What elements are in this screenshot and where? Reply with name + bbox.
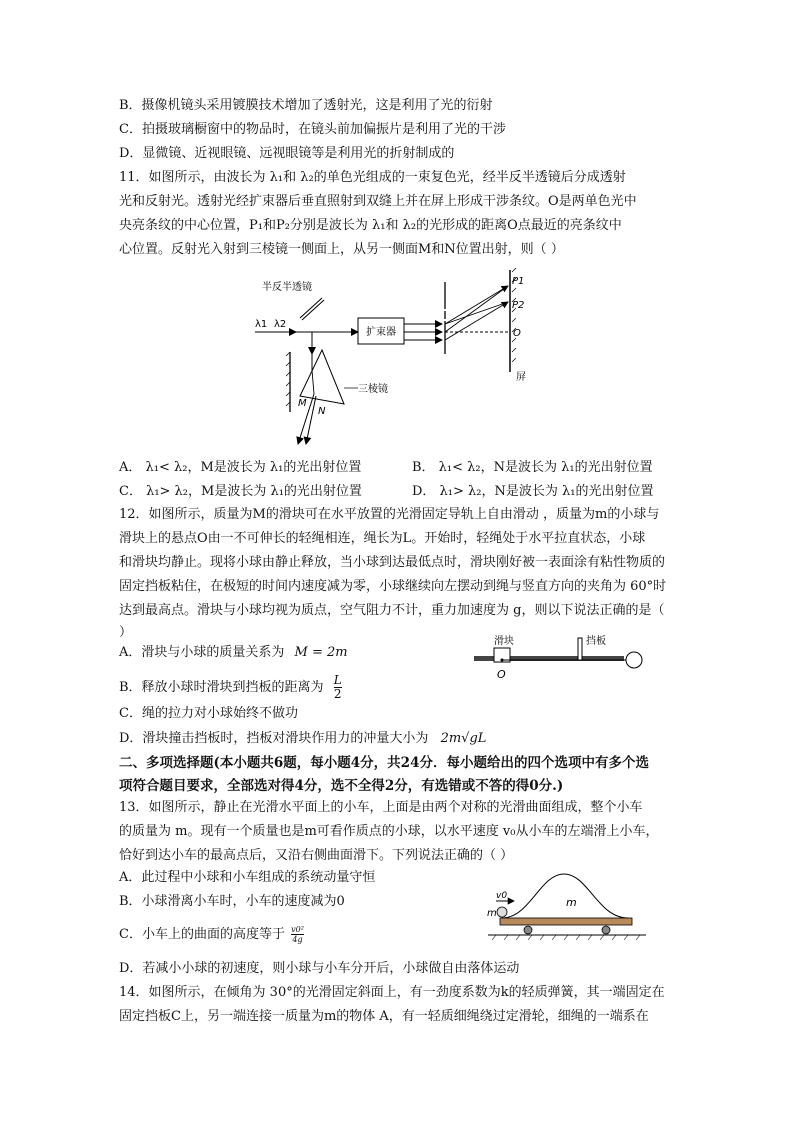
small-ball — [497, 907, 507, 917]
lambda1-label: λ1 — [255, 319, 268, 330]
q11-option-d: D． λ₁> λ₂，N是波长为 λ₁的光出射位置 — [412, 484, 654, 499]
q13-option-c-text: C．小车上的曲面的高度等于 — [119, 927, 285, 942]
fraction-denominator: 2 — [333, 687, 342, 701]
prev-option-b: B．摄像机镜头采用镀膜技术增加了透射光，这是利用了光的衍射 — [119, 98, 493, 113]
q11-line-3: 央亮条纹的中心位置，P₁和P₂分别是波长为 λ₁和 λ₂的光形成的距离O点最近的亮条纹中 — [119, 218, 622, 233]
q11-line-2: 光和反射光。透射光经扩束器后垂直照射到双缝上并在屏上形成干涉条纹。O是两单色光中 — [119, 194, 637, 209]
q13-option-c — [119, 925, 304, 944]
pivot-o-label: O — [497, 668, 506, 681]
q12-figure — [472, 632, 652, 686]
q12-option-d-formula: 2m√gL — [440, 731, 487, 746]
q11-figure — [240, 262, 560, 452]
screen-label: 屏 — [516, 372, 526, 383]
prev-option-d: D．显微镜、近视眼镜、远视眼镜等是利用光的折射制成的 — [119, 146, 455, 161]
q14-line-2: 固定挡板C上，另一端连接一质量为m的物体 A，有一轻质细绳绕过定滑轮，细绳的一端系在 — [119, 1009, 649, 1024]
prism-label: 三棱镜 — [358, 384, 388, 395]
ball-mass-label: m — [487, 908, 497, 919]
q13-option-a: A．此过程中小球和小车组成的系统动量守恒 — [119, 870, 376, 885]
cart-mass-label: m — [566, 896, 577, 909]
prism — [300, 350, 344, 404]
p2-label: P2 — [512, 300, 525, 311]
q13-option-c-fraction — [291, 925, 304, 944]
q13-option-d: D．若减小小球的初速度，则小球与小车分开后，小球做自由落体运动 — [119, 961, 520, 976]
n-label: N — [318, 406, 326, 417]
q11-option-a: A． λ₁< λ₂，M是波长为 λ₁的光出射位置 — [119, 460, 362, 475]
q12-line-5: 达到最高点。滑块与小球均视为质点，空气阻力不计，重力加速度为 g，则以下说法正确的是（ — [119, 603, 665, 618]
ball — [626, 652, 642, 668]
baffle-label: 挡板 — [586, 636, 606, 647]
q12-option-c: C．绳的拉力对小球始终不做功 — [119, 706, 298, 721]
q12-option-b-text: B．释放小球时滑块到挡板的距离为 — [119, 680, 324, 695]
q12-option-d — [119, 731, 486, 747]
q12-line-4: 固定挡板粘住，在极短的时间内速度减为零，小球继续向左摆动到绳与竖直方向的夹角为 60°时 — [119, 579, 667, 594]
m-label: M — [298, 398, 307, 409]
q12-line-1: 12．如图所示，质量为M的滑块可在水平放置的光滑固定导轨上自由滑动 ，质量为m的小球与 — [119, 507, 660, 522]
half-mirror-label: 半反半透镜 — [262, 282, 312, 293]
fraction-denominator: 4g — [292, 935, 303, 944]
q12-option-b-fraction — [334, 674, 342, 701]
half-mirror — [300, 298, 322, 318]
section2-line-2: 项符合题目要求，全部选对得4分，选不全得2分，有选错或不答的得0分.) — [119, 778, 564, 794]
q12-option-b — [119, 674, 342, 701]
q12-line-2: 滑块上的悬点O由一不可伸长的轻绳相连，绳长为L。开始时，轻绳处于水平拉直状态，小球 — [119, 531, 646, 546]
q11-option-c: C． λ₁> λ₂，M是波长为 λ₁的光出射位置 — [119, 484, 362, 499]
v0-label: v0 — [496, 891, 508, 901]
q11-line-4: 心位置。反射光入射到三棱镜一侧面上，从另一侧面M和N位置出射，则（ ） — [119, 242, 564, 257]
q13-option-b: B．小球滑离小车时，小车的速度减为0 — [119, 894, 345, 909]
q12-option-a — [119, 645, 348, 661]
slider-label: 滑块 — [494, 636, 514, 647]
fraction-numerator: L — [333, 673, 342, 687]
q12-option-d-text: D．滑块撞击挡板时，挡板对滑块作用力的冲量大小为 — [119, 731, 429, 746]
cart-wheel-right — [602, 926, 610, 934]
prev-option-c: C．拍摄玻璃橱窗中的物品时，在镜头前加偏振片是利用了光的干涉 — [119, 122, 506, 137]
q13-line-3: 恰好到达小车的最高点后，又沿右侧曲面滑下。下列说法正确的（ ） — [119, 848, 514, 863]
p1-label: P1 — [512, 276, 525, 287]
q12-option-a-formula: M = 2m — [294, 645, 348, 660]
cart-body — [500, 918, 632, 925]
q12-option-a-text: A．滑块与小球的质量关系为 — [119, 645, 285, 660]
section2-line-1: 二、多项选择题(本小题共6题，每小题4分，共24分．每小题给出的四个选项中有多个选 — [119, 755, 649, 771]
q13-line-2: 的质量为 m。现有一个质量也是m可看作质点的小球，以水平速度 v₀从小车的左端滑上小车， — [119, 824, 659, 839]
cart-wheel-left — [524, 926, 532, 934]
q14-line-1: 14．如图所示，在倾角为 30°的光滑固定斜面上，有一劲度系数为k的轻质弹簧，其一端固定在 — [119, 985, 665, 1000]
baffle — [578, 638, 582, 660]
fraction-numerator: v0² — [291, 925, 304, 934]
lambda2-label: λ2 — [274, 319, 287, 330]
q12-line-6: ） — [119, 625, 133, 640]
cart-curved-surface — [502, 874, 628, 918]
expander-label: 扩束器 — [366, 327, 396, 338]
o-label: O — [513, 328, 521, 339]
q13-line-1: 13．如图所示，静止在光滑水平面上的小车，上面是由两个对称的光滑曲面组成，整个小车 — [119, 800, 643, 815]
q11-option-b: B． λ₁< λ₂，N是波长为 λ₁的光出射位置 — [412, 460, 653, 475]
q12-line-3: 和滑块均静止。现将小球由静止释放，当小球到达最低点时，滑块刚好被一表面涂有粘性物质的 — [119, 555, 666, 570]
q11-line-1: 11．如图所示，由波长为 λ₁和 λ₂的单色光组成的一束复色光，经半反半透镜后分成透射 — [119, 170, 626, 185]
q13-figure — [480, 860, 650, 942]
